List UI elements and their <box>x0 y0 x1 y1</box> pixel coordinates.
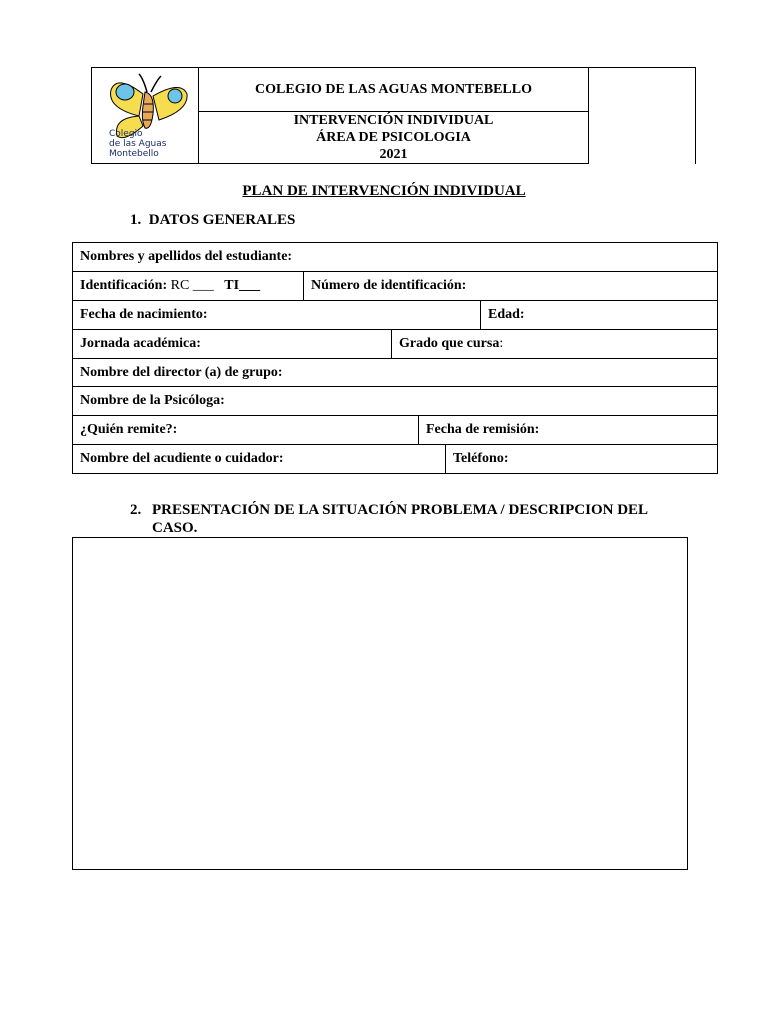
student-name-label: Nombres y apellidos del estudiante: <box>80 249 293 264</box>
row-director <box>72 358 718 387</box>
section-2-number: 2. <box>130 502 142 518</box>
row-student-name <box>72 242 718 272</box>
logo-text-2: de las Aguas <box>109 139 167 149</box>
section-1-title: DATOS GENERALES <box>148 212 296 228</box>
birth-date-label: Fecha de nacimiento: <box>80 307 208 322</box>
logo-text-1: Colegio <box>109 129 143 139</box>
referrer-label: ¿Quién remite?: <box>80 422 178 437</box>
header-subtitle <box>198 111 589 164</box>
section-2-title: PRESENTACIÓN DE LA SITUACIÓN PROBLEMA / DESCRIPCION DEL CASO. <box>152 502 648 536</box>
row-guardian <box>72 444 718 474</box>
header-right-border <box>695 111 696 164</box>
row-identification <box>72 271 718 301</box>
phone-field[interactable] <box>446 445 719 473</box>
row-school-day <box>72 329 718 359</box>
psychologist-label: Nombre de la Psicóloga: <box>80 393 225 408</box>
subtitle-line-3: 2021 <box>379 147 408 162</box>
school-day-label: Jornada académica: <box>80 336 201 351</box>
director-label: Nombre del director (a) de grupo: <box>80 364 283 380</box>
row-referrer <box>72 415 718 445</box>
student-name-field[interactable] <box>73 243 719 271</box>
identification-field[interactable] <box>73 272 304 300</box>
guardian-label: Nombre del acudiente o cuidador: <box>80 451 284 466</box>
ti-option: TI <box>224 278 240 293</box>
section-1-number: 1. <box>130 212 142 228</box>
referral-date-field[interactable] <box>419 416 719 444</box>
row-psychologist <box>72 386 718 416</box>
referral-date-label: Fecha de remisión: <box>426 422 540 437</box>
guardian-field[interactable] <box>73 445 446 473</box>
psychologist-field[interactable] <box>73 387 719 415</box>
school-day-field[interactable] <box>73 330 392 358</box>
plan-title <box>0 183 768 200</box>
section-1-heading <box>130 212 295 229</box>
ti-blank: ___ <box>239 278 261 293</box>
case-description-box[interactable] <box>72 537 688 870</box>
section-2-heading <box>130 501 690 537</box>
identification-label: Identificación: <box>80 278 168 293</box>
school-name <box>198 67 589 112</box>
header-empty-cell <box>588 67 696 112</box>
id-number-field[interactable] <box>304 272 719 300</box>
plan-title-text: PLAN DE INTERVENCIÓN INDIVIDUAL <box>242 183 526 199</box>
referrer-field[interactable] <box>73 416 419 444</box>
director-field[interactable] <box>73 359 719 386</box>
id-number-label: Número de identificación: <box>311 278 467 293</box>
grade-label: Grado que cursa <box>399 336 500 351</box>
school-name-text: COLEGIO DE LAS AGUAS MONTEBELLO <box>255 81 532 97</box>
subtitle-line-2: ÁREA DE PSICOLOGIA <box>316 130 471 145</box>
age-label: Edad: <box>488 307 525 322</box>
butterfly-logo-icon <box>103 70 189 158</box>
age-field[interactable] <box>481 301 719 329</box>
subtitle-line-1: INTERVENCIÓN INDIVIDUAL <box>293 113 494 128</box>
logo-text-3: Montebello <box>109 149 159 158</box>
grade-colon: : <box>499 336 504 351</box>
row-birth-date <box>72 300 718 330</box>
birth-date-field[interactable] <box>73 301 481 329</box>
phone-label: Teléfono: <box>453 451 509 466</box>
grade-field[interactable] <box>392 330 719 358</box>
rc-option: RC ___ <box>170 278 214 293</box>
